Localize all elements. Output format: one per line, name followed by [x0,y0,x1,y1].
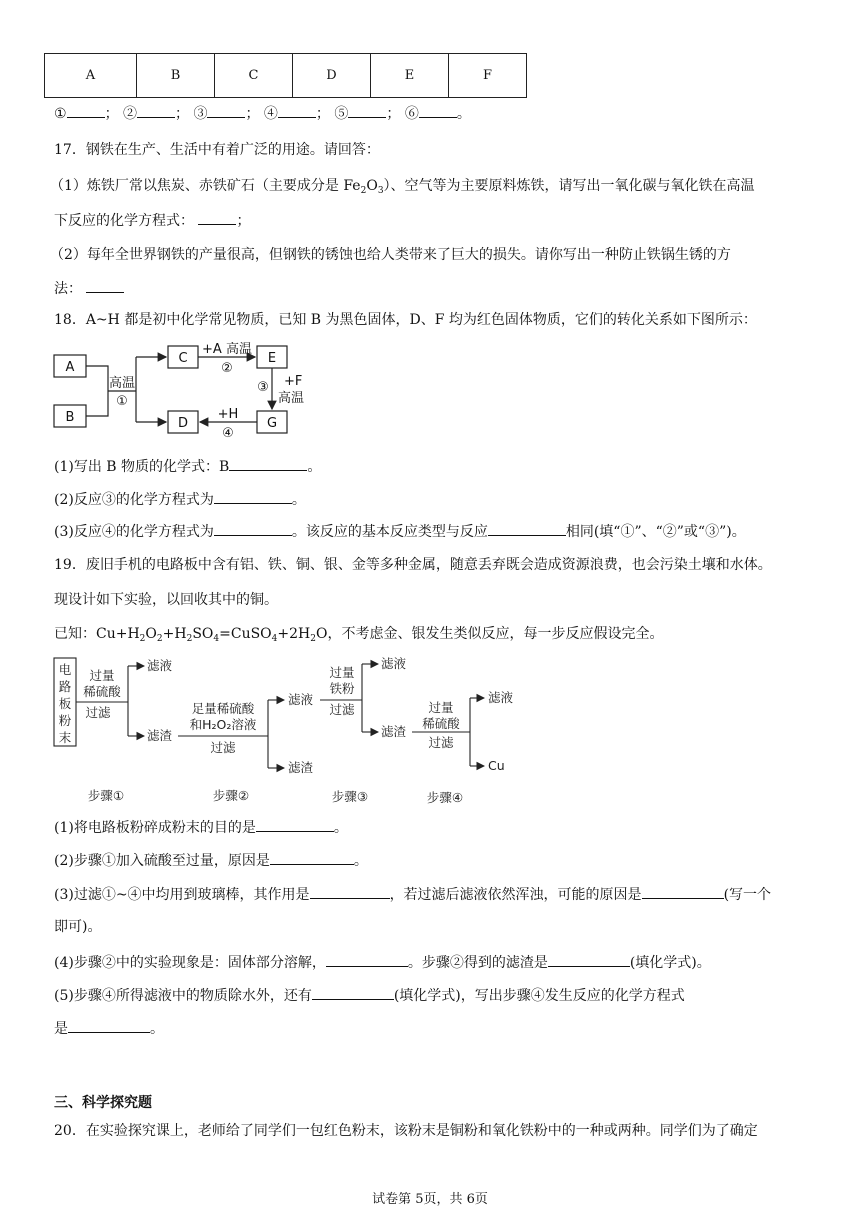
q17-part2-cont: 法： [54,279,124,299]
svg-text:Cu: Cu [488,758,505,773]
page-footer: 试卷第 5页，共 6页 [372,1192,488,1207]
svg-text:滤渣: 滤渣 [147,728,173,743]
answer-table [44,53,527,98]
num-1: ① [116,394,128,409]
table-cell: A [45,54,137,98]
svg-text:电: 电 [58,662,72,677]
svg-text:滤渣: 滤渣 [288,760,314,775]
node-c-label: C [178,351,188,366]
svg-text:铁粉: 铁粉 [329,681,355,696]
section-title: 三、科学探究题 [54,1095,152,1111]
table-cell: F [449,54,527,98]
svg-text:稀硫酸: 稀硫酸 [83,684,121,699]
svg-text:过滤: 过滤 [85,705,111,720]
q17-part1-cont: 下反应的化学方程式： ； [54,213,251,229]
svg-text:板: 板 [58,696,72,711]
node-a-label: A [65,360,75,375]
svg-text:过滤: 过滤 [428,735,454,750]
svg-text:足量稀硫酸: 足量稀硫酸 [191,701,255,716]
q18-sub1: (1)写出 B 物质的化学式：B 。 [54,459,322,475]
svg-text:过量: 过量 [428,700,454,715]
num-2: ② [221,361,233,376]
q18-stem: 18．A~H 都是初中化学常见物质，已知 B 为黑色固体，D、F 均为红色固体物质，它们的转化关系如下图所示： [54,312,757,328]
q20-stem: 20．在实验探究课上，老师给了同学们一包红色粉末，该粉末是铜粉和氧化铁粉中的一种或两种。同学们为了确定 [54,1123,758,1139]
q19-known: 已知：$Cu+H_2O_2+H_2SO_4=CuSO_4+2H_2O$，不考虑金、银发生类似反应，每一步反应假设完全。 [54,626,664,644]
table-cell: B [137,54,215,98]
step-3: 步骤③ [331,789,369,804]
q19-sub5: (5)步骤④所得滤液中的物质除水外，还有 (填化学式)，写出步骤④发生反应的化学方程式 [54,988,685,1004]
q18-sub2: (2)反应③的化学方程式为 。 [54,492,306,508]
svg-text:过滤: 过滤 [329,702,355,717]
recovery-flowchart [50,652,530,812]
q19-sub3-cont: 即可)。 [54,919,102,935]
node-b-label: B [65,410,75,425]
svg-text:过量: 过量 [89,668,115,683]
svg-text:末: 末 [58,730,72,745]
label-2: +A 高温 [202,342,252,357]
table-cell: C [215,54,293,98]
cond-1: 高温 [108,376,136,391]
q19-stem-cont: 现设计如下实验，以回收其中的铜。 [54,592,278,608]
table-cell: E [371,54,449,98]
q19-sub5-cont: 是 。 [54,1021,164,1037]
step-2: 步骤② [212,788,250,803]
node-d-label: D [177,416,189,431]
step-1: 步骤① [87,788,125,803]
answer-line: ① ； ② ； ③ ； ④ ； ⑤ ； ⑥ 。 [54,106,471,122]
q19-sub2: (2)步骤①加入硫酸至过量，原因是 。 [54,853,368,869]
svg-text:和H₂O₂溶液: 和H₂O₂溶液 [189,717,257,732]
table-cell: D [293,54,371,98]
q17-part2: （2）每年全世界钢铁的产量很高，但钢铁的锈蚀也给人类带来了巨大的损失。请你写出一种防止铁锅生锈的方 [50,247,731,263]
svg-text:过量: 过量 [329,665,355,680]
svg-text:稀硫酸: 稀硫酸 [422,716,460,731]
q18-sub3: (3)反应④的化学方程式为 。该反应的基本反应类型与反应 相同(填“①”、“②”或“③”)。 [54,524,746,540]
label-3a: +F [284,374,303,389]
q19-sub4: (4)步骤②中的实验现象是：固体部分溶解， 。步骤②得到的滤渣是 (填化学式)。 [54,955,711,971]
q17-stem: 17．钢铁在生产、生活中有着广泛的用途。请回答： [54,142,380,158]
svg-text:过滤: 过滤 [210,740,236,755]
svg-text:粉: 粉 [58,713,72,728]
node-g-label: G [266,416,278,431]
svg-text:滤渣: 滤渣 [381,724,407,739]
step-4: 步骤④ [426,790,464,805]
svg-text:路: 路 [58,679,72,694]
svg-text:滤液: 滤液 [488,690,514,705]
reaction-diagram [50,342,320,438]
num-3: ③ [257,380,269,395]
q17-part1: （1）炼铁厂常以焦炭、赤铁矿石（主要成分是 $Fe_2O_3$）、空气等为主要原料炼铁，请写出一氧化碳与氧化铁在高温 [50,178,755,196]
node-e-label: E [267,351,277,366]
num-4: ④ [222,426,234,438]
svg-text:滤液: 滤液 [381,656,407,671]
label-3b: 高温 [278,391,305,406]
label-4: +H [217,407,239,422]
q19-sub1: (1)将电路板粉碎成粉末的目的是 。 [54,820,348,836]
q19-stem: 19．废旧手机的电路板中含有铝、铁、铜、银、金等多种金属，随意丢弃既会造成资源浪费，也会污染土壤和水体。 [54,557,772,573]
svg-text:滤液: 滤液 [147,658,173,673]
q19-sub3: (3)过滤①~④中均用到玻璃棒，其作用是 ，若过滤后滤液依然浑浊，可能的原因是 (写一个 [54,887,772,903]
svg-text:滤液: 滤液 [288,692,314,707]
